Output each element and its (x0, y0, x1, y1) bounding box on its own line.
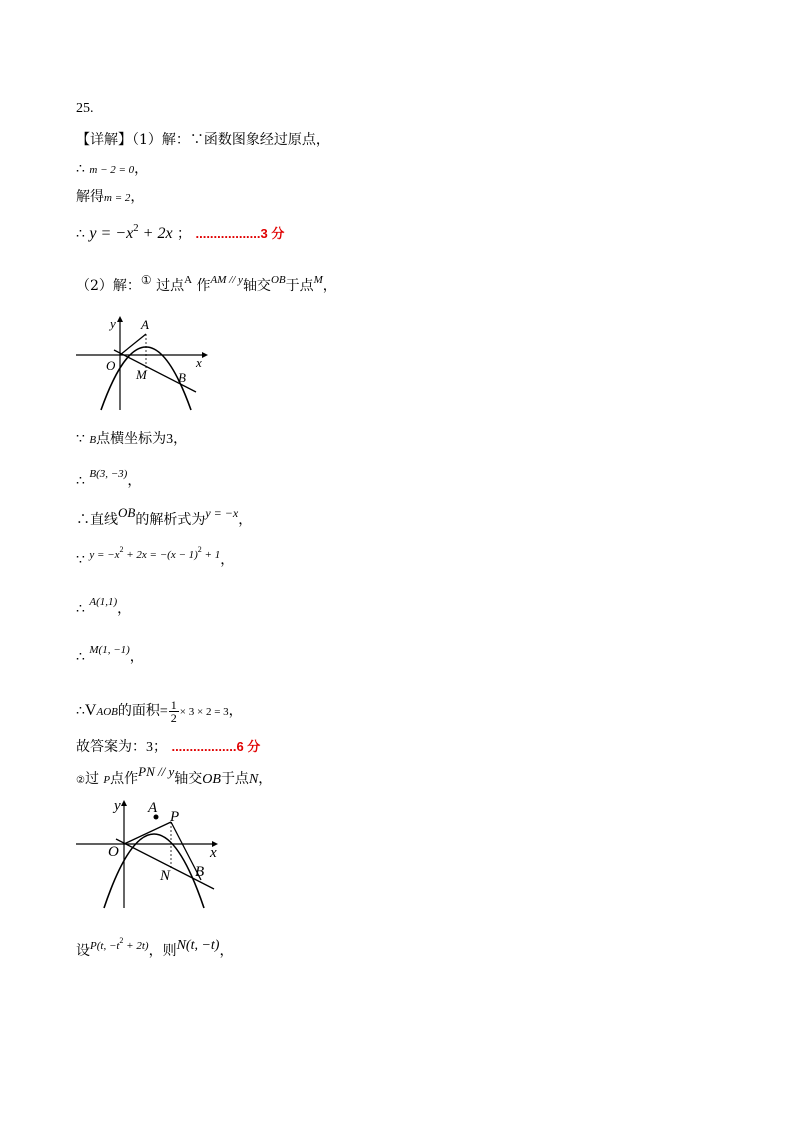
punctuation: ， (228, 703, 243, 719)
label-x: x (210, 845, 217, 861)
math-expression: OB (118, 505, 136, 520)
therefore-symbol: ∴ (76, 161, 85, 177)
math-expression: PN // y (138, 764, 175, 779)
label-y: y (114, 798, 121, 814)
equation-rhs: + 2x (138, 225, 173, 242)
score-mark: ..................3 分 (195, 226, 285, 241)
text-segment: 于点 (220, 771, 249, 787)
math-expression: B(3, −3) (89, 468, 128, 480)
score-mark: ..................6 分 (171, 739, 261, 754)
text-segment: 过 (84, 771, 99, 787)
label-M: M (136, 367, 147, 382)
solution-line-1 (76, 131, 330, 149)
text-segment: 直线 (90, 512, 118, 528)
exponent: 2 (197, 545, 202, 554)
solution-line-12 (76, 698, 243, 725)
math-expression: AM // y (210, 274, 243, 286)
text-segment: 作 (196, 278, 211, 294)
equation: y = −x (205, 506, 239, 520)
label-O: O (106, 358, 116, 373)
therefore-symbol: ∴ (76, 512, 90, 528)
text-segment: ，则 (148, 943, 177, 959)
punctuation: ， (134, 161, 149, 177)
label-y: y (110, 316, 116, 331)
solution-line-13 (76, 738, 260, 757)
punctuation: ， (117, 601, 132, 617)
equation: m − 2 = 0 (89, 164, 135, 176)
equation: m = 2 (104, 192, 131, 204)
separator: ； (153, 739, 167, 755)
value: 3 (166, 432, 174, 447)
punctuation: ， (238, 512, 253, 528)
equation-rest: × 3 × 2 = 3 (179, 706, 229, 718)
math-expression: OB (270, 274, 286, 286)
x-axis-arrow (202, 352, 208, 358)
statement-text: 函数图象经过原点， (203, 132, 330, 148)
equation-part: + 1 (201, 549, 221, 561)
text-segment: 过点 (156, 278, 185, 294)
text-segment: 于点 (285, 278, 314, 294)
equation-part: + 2x = −(x − 1) (123, 549, 198, 561)
label-x: x (196, 355, 202, 370)
detail-label: 【详解】 (76, 132, 132, 148)
graph-figure-1 (74, 314, 214, 414)
therefore-symbol: ∴ (76, 226, 85, 242)
point-P-expression: P(t, −t (90, 940, 120, 952)
text-segment: 点横坐标为 (96, 431, 167, 447)
label-B: B (195, 864, 205, 880)
solution-line-6 (76, 430, 187, 449)
label-A: A (148, 800, 158, 816)
circled-number: ① (140, 273, 152, 287)
punctuation: ， (130, 189, 145, 205)
exponent: 2 (119, 545, 124, 554)
math-expression: A(1,1) (89, 596, 118, 608)
punctuation: ， (322, 278, 337, 294)
solution-line-14 (76, 764, 273, 790)
punctuation: ， (220, 552, 235, 568)
therefore-symbol: ∴ (76, 473, 85, 489)
answer-label: 故答案为： (76, 739, 146, 755)
point-label: N (248, 772, 259, 787)
graph-figure-2 (74, 796, 224, 914)
point-N-expression: N(t, −t) (176, 938, 220, 953)
label-O: O (108, 844, 119, 860)
part-label: （1）解： (132, 132, 190, 148)
therefore-symbol: ∴ (76, 703, 85, 719)
segment-OP (124, 822, 171, 844)
answer-value: 3 (146, 740, 153, 755)
text-segment: 的面积 (117, 703, 160, 719)
parabola-curve (104, 834, 204, 908)
because-symbol: ∵ (76, 431, 85, 447)
solution-line-15 (76, 936, 234, 959)
fraction-denominator: 2 (170, 710, 177, 725)
text-segment: 点作 (110, 771, 139, 787)
math-expression: OB (202, 772, 221, 787)
math-expression: M(1, −1) (89, 644, 130, 656)
exponent: 2 (133, 222, 139, 234)
label-P: P (170, 809, 180, 825)
y-axis-arrow (117, 316, 123, 322)
label-B: B (178, 370, 186, 385)
equals-sign: = (159, 704, 168, 719)
therefore-symbol: ∴ (76, 601, 85, 617)
punctuation: ， (258, 771, 273, 787)
therefore-symbol: ∴ (76, 649, 85, 665)
point-label: A (184, 274, 193, 286)
point-label: M (313, 274, 323, 286)
punctuation: ， (127, 473, 142, 489)
label-N: N (160, 868, 171, 884)
label-A: A (141, 317, 149, 332)
circled-number: ② (76, 775, 85, 786)
lead-text: 设 (76, 943, 90, 959)
problem-number: 25. (76, 101, 94, 116)
solution-line-10 (76, 592, 132, 617)
exponent: 2 (119, 936, 124, 945)
y-axis-arrow (121, 800, 127, 806)
solution-line-4 (76, 222, 285, 244)
fraction-one-half (169, 699, 179, 724)
because-symbol: ∵ (76, 552, 85, 568)
punctuation: ， (219, 943, 234, 959)
part-label: （2）解： (76, 278, 141, 294)
text-segment: 的解析式为 (135, 512, 206, 528)
solution-line-3 (76, 188, 144, 207)
equation-part: y = −x (89, 549, 120, 561)
solution-line-5 (76, 273, 337, 296)
solution-line-7 (76, 464, 142, 489)
lead-text: 解得 (76, 189, 104, 205)
solution-line-11 (76, 640, 144, 665)
equation-lhs: y = −x (89, 225, 134, 242)
separator: ； (177, 226, 192, 242)
point-label: P (103, 774, 111, 786)
because-symbol: ∵ (189, 132, 204, 148)
fraction-numerator: 1 (170, 697, 177, 712)
solution-line-2 (76, 160, 148, 179)
triangle-symbol: V (84, 702, 97, 719)
triangle-name: AOB (96, 706, 118, 718)
solution-line-8 (76, 505, 253, 529)
text-segment: 轴交 (242, 278, 271, 294)
point-label: B (89, 434, 97, 446)
point-P-expression-end: + 2t) (123, 940, 149, 952)
punctuation: ， (129, 649, 144, 665)
solution-line-9 (76, 545, 235, 568)
text-segment: 轴交 (174, 771, 203, 787)
punctuation: ， (173, 431, 188, 447)
